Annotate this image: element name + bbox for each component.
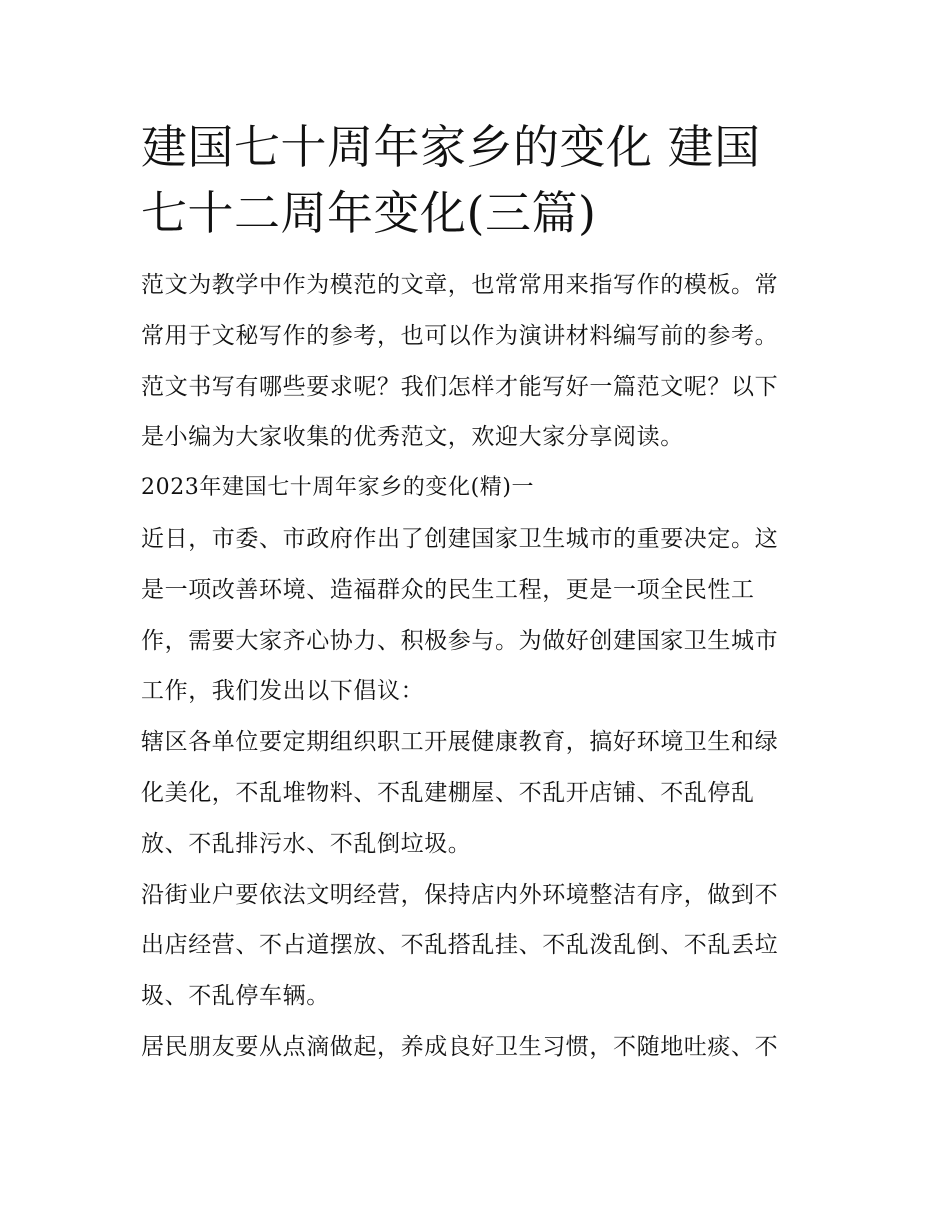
document-title	[141, 114, 813, 246]
text-line: 是一项改善环境、造福群众的民生工程，更是一项全民性工	[141, 576, 755, 603]
document-content	[141, 114, 813, 1073]
title-line: 建国七十周年家乡的变化 建国	[141, 120, 761, 174]
text-line: 圾、不乱停车辆。	[141, 983, 330, 1010]
section-heading	[141, 463, 813, 514]
text-line: 是小编为大家收集的优秀范文，欢迎大家分享阅读。	[141, 424, 684, 451]
text-line: 范文为教学中作为模范的文章，也常常用来指写作的模板。常	[141, 272, 779, 298]
text-line: 近日，市委、市政府作出了创建国家卫生城市的重要决定。这	[141, 525, 779, 552]
text-line: 放、不乱排污水、不乱倒垃圾。	[141, 830, 472, 857]
text-line: 化美化，不乱堆物料、不乱建棚屋、不乱开店铺、不乱停乱	[141, 779, 755, 806]
body-paragraph	[141, 870, 813, 1022]
body-paragraph	[141, 1022, 813, 1073]
text-line: 工作，我们发出以下倡议：	[141, 678, 425, 705]
text-line: 常用于文秘写作的参考，也可以作为演讲材料编写前的参考。	[141, 322, 779, 349]
text-line: 出店经营、不占道摆放、不乱搭乱挂、不乱泼乱倒、不乱丢垃	[141, 932, 779, 959]
text-line: 居民朋友要从点滴做起，养成良好卫生习惯，不随地吐痰、不	[141, 1033, 779, 1060]
body-paragraph	[141, 717, 813, 869]
title-line: 七十二周年变化(三篇)	[141, 186, 597, 240]
document-body	[141, 260, 813, 1073]
text-line: 沿街业户要依法文明经营，保持店内外环境整洁有序，做到不	[141, 881, 779, 908]
text-line: 2023年建国七十周年家乡的变化(精)一	[141, 475, 535, 501]
text-line: 辖区各单位要定期组织职工开展健康教育，搞好环境卫生和绿	[141, 729, 779, 756]
body-paragraph	[141, 514, 813, 717]
intro-paragraph	[141, 260, 813, 463]
text-line: 作，需要大家齐心协力、积极参与。为做好创建国家卫生城市	[141, 627, 779, 654]
text-line: 范文书写有哪些要求呢？我们怎样才能写好一篇范文呢？以下	[141, 373, 779, 400]
